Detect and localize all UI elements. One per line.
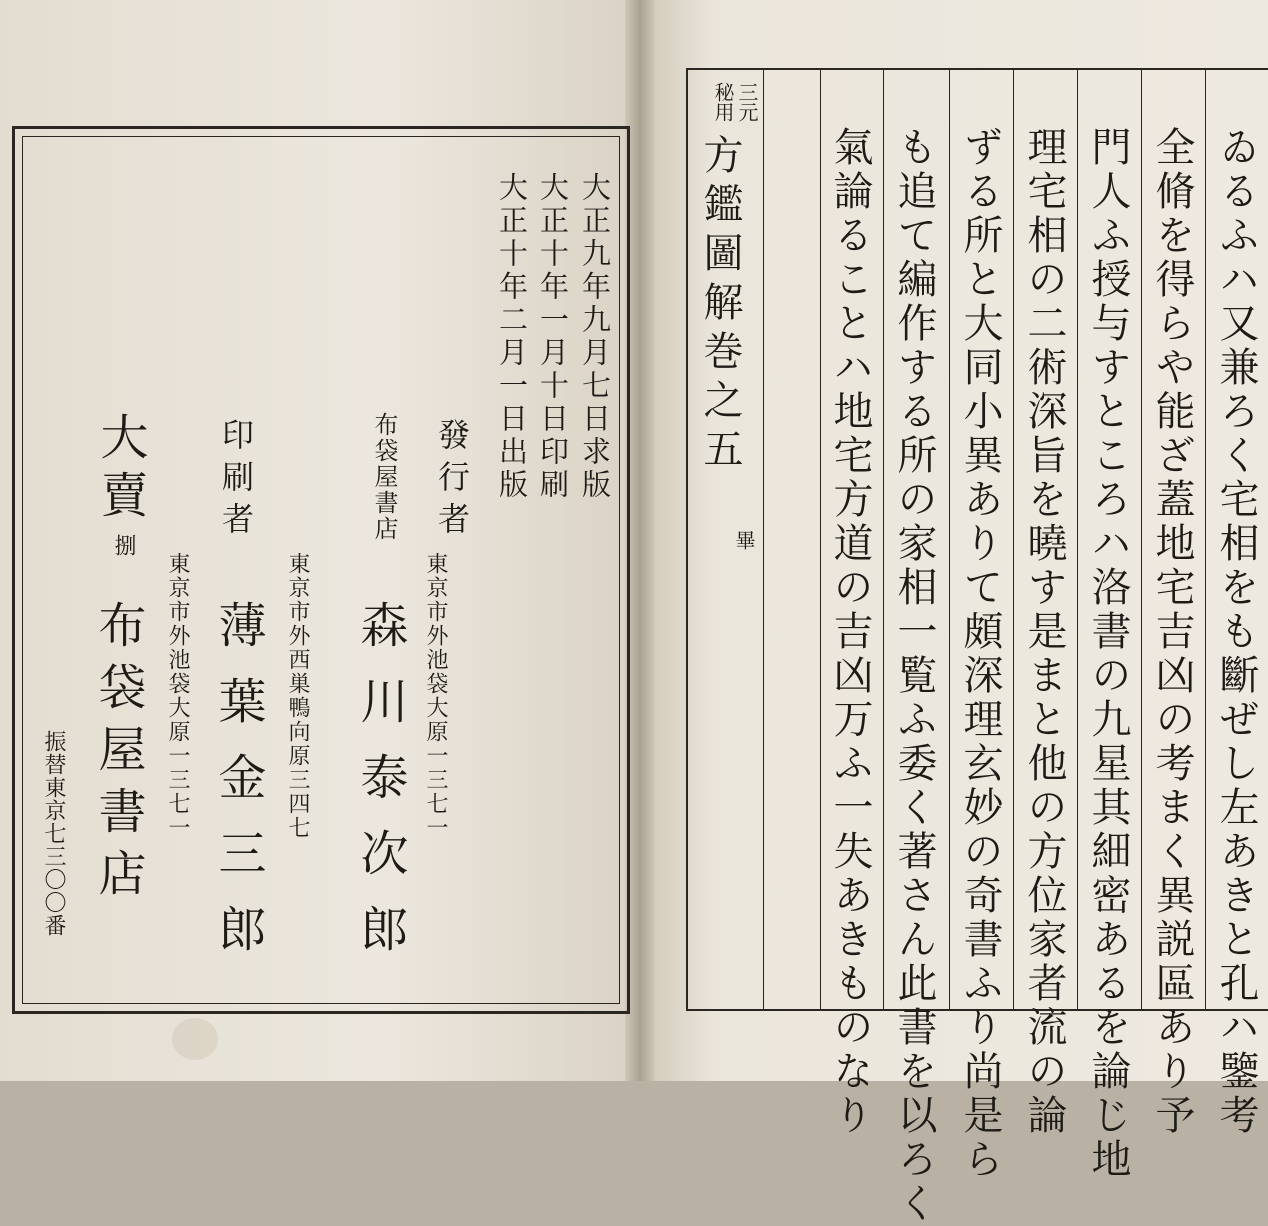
- publisher-address: 東京市外池袋大原一三七一: [423, 552, 448, 840]
- body-column-4: 理宅相の二術深旨を曉す是まと他の方位家者流の論: [1021, 126, 1067, 1138]
- body-column-3: 門人ふ授与すところハ洛書の九星其細密あるを論じ地: [1085, 126, 1131, 1182]
- title-prefix-2: 秘用: [711, 82, 735, 122]
- publisher-shop: 布袋屋書店: [370, 412, 398, 542]
- title-prefix-1: 三元: [735, 82, 759, 122]
- seller-address: 東京市外池袋大原一三七一: [165, 552, 190, 840]
- publisher-label: 發行者: [433, 418, 471, 544]
- transfer-account: 振替東京七三〇〇番: [41, 730, 66, 937]
- body-column-2: 全脩を得らや能ざ蓋地宅吉凶の考まく異説區あり予: [1149, 126, 1195, 1138]
- body-column-5: ずる所と大同小異ありて頗深理玄妙の奇書ふり尚是ら: [957, 126, 1003, 1182]
- body-column-6: も追て編作する所の家相一覧ふ委く著さん此書を以ろく: [891, 126, 937, 1226]
- seller-label: 大賣: [92, 412, 148, 528]
- column-rule: [1077, 70, 1078, 1010]
- date-purchased: 大正九年九月七日求版: [578, 172, 612, 502]
- column-rule: [1013, 70, 1014, 1010]
- printer-name: 薄葉金三郎: [210, 600, 266, 980]
- date-printed: 大正十年一月十日印刷: [536, 172, 570, 502]
- show-through-text: [776, 320, 811, 350]
- seller-name: 布袋屋書店: [90, 600, 146, 910]
- column-rule: [883, 70, 884, 1010]
- printer-address: 東京市外西巣鴨向原三四七: [285, 552, 310, 840]
- column-rule: [820, 70, 821, 1010]
- title-end-mark: 畢: [732, 530, 756, 550]
- seller-mark: 捌: [111, 534, 136, 556]
- printer-label: 印刷者: [217, 418, 255, 544]
- body-column-7: 氣論ることハ地宅方道の吉凶万ふ一失あきものなり: [827, 126, 873, 1138]
- column-rule: [1141, 70, 1142, 1010]
- book-title: 方鑑圖解巻之五: [697, 134, 743, 477]
- paper-stain: [172, 1018, 218, 1060]
- column-rule: [1205, 70, 1206, 1010]
- body-column-1: ゐるふハ又兼ろく宅相をも斷ぜし左あきと孔ハ鑒考: [1213, 126, 1259, 1138]
- publisher-name: 森川泰次郎: [352, 600, 408, 980]
- date-published: 大正十年二月一日出版: [495, 172, 529, 502]
- column-rule: [949, 70, 950, 1010]
- column-rule: [763, 70, 764, 1010]
